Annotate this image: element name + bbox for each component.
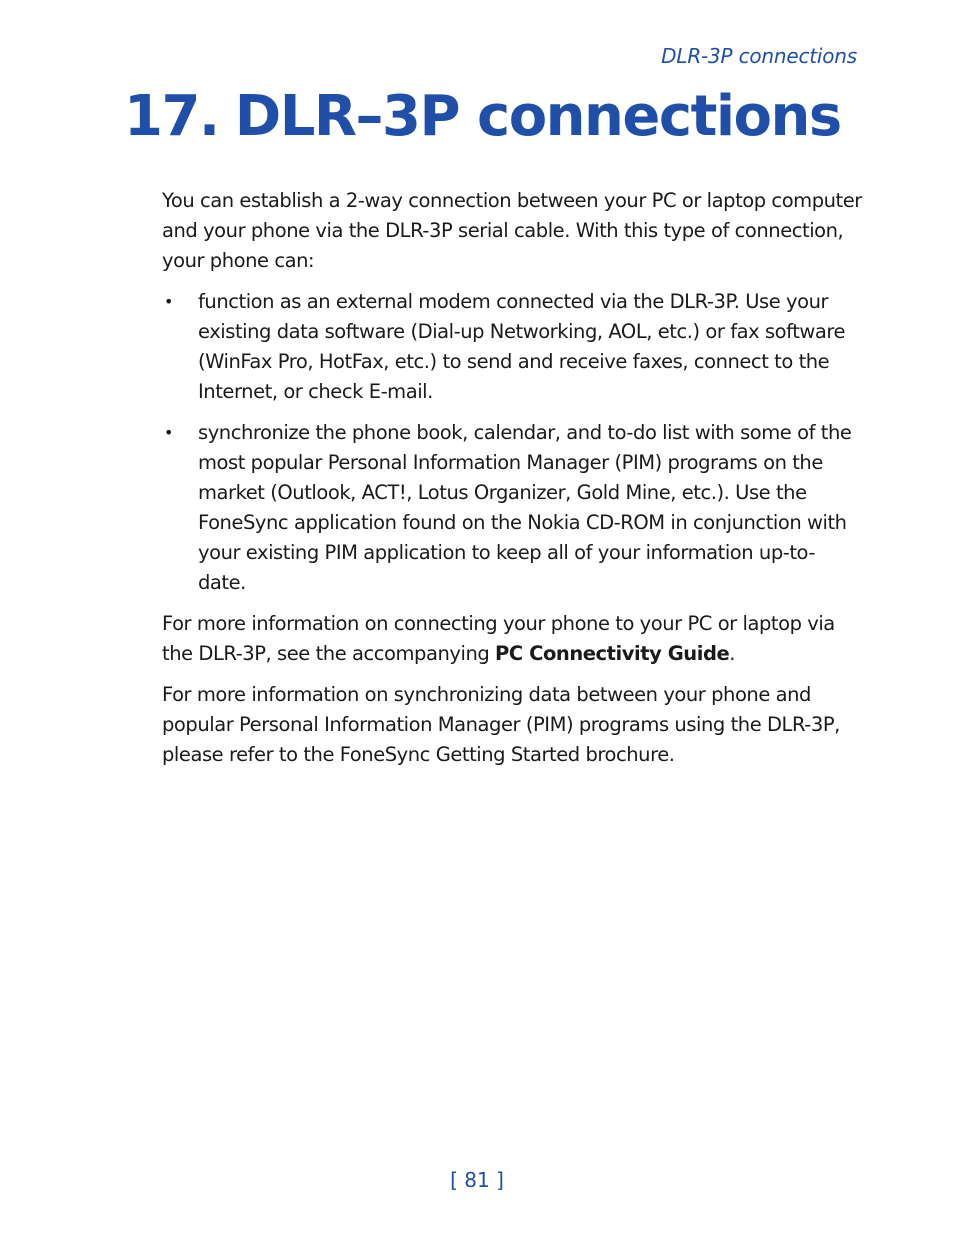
- bullet-list: [162, 287, 862, 598]
- bullet-text: function as an external modem connected via the DLR-3P. Use your existing data software (Dial-up Networking, AOL, etc.) or fax software (WinFax Pro, HotFax, etc.) to send and receive faxes, connect to the Internet, or check E-mail.: [198, 290, 846, 403]
- body-text: [162, 186, 862, 781]
- connectivity-paragraph: [162, 609, 862, 669]
- page-number: [ 81 ]: [450, 1168, 504, 1192]
- chapter-title-text: DLR–3P connections: [234, 84, 841, 149]
- bullet-icon: •: [164, 292, 173, 311]
- running-header: DLR-3P connections: [661, 44, 857, 68]
- bullet-text: synchronize the phone book, calendar, and to-do list with some of the most popular Personal Information Manager (PIM) programs on the market (Outlook, ACT!, Lotus Organizer, Gold Mine, etc.). Use the FoneSync application found on the Nokia CD-ROM in conjunction with your existing PIM application to keep all of your information up-to-date.: [198, 421, 852, 594]
- intro-paragraph: You can establish a 2-way connection between your PC or laptop computer and your phone via the DLR-3P serial cable. With this type of connection, your phone can:: [162, 189, 862, 272]
- pc-connectivity-guide-reference: PC Connectivity Guide: [495, 642, 730, 665]
- synchronizing-paragraph: For more information on synchronizing data between your phone and popular Personal Information Manager (PIM) programs using the DLR-3P, please refer to the FoneSync Getting Started brochure.: [162, 683, 840, 766]
- list-item: [162, 287, 862, 407]
- connectivity-text-before: For more information on connecting your phone to your PC or laptop via the DLR-3P, see the accompanying: [162, 612, 835, 665]
- connectivity-text-after: .: [729, 642, 735, 665]
- bullet-icon: •: [164, 423, 173, 442]
- chapter-title: [124, 84, 841, 149]
- list-item: [162, 418, 862, 598]
- chapter-number: 17.: [124, 84, 219, 149]
